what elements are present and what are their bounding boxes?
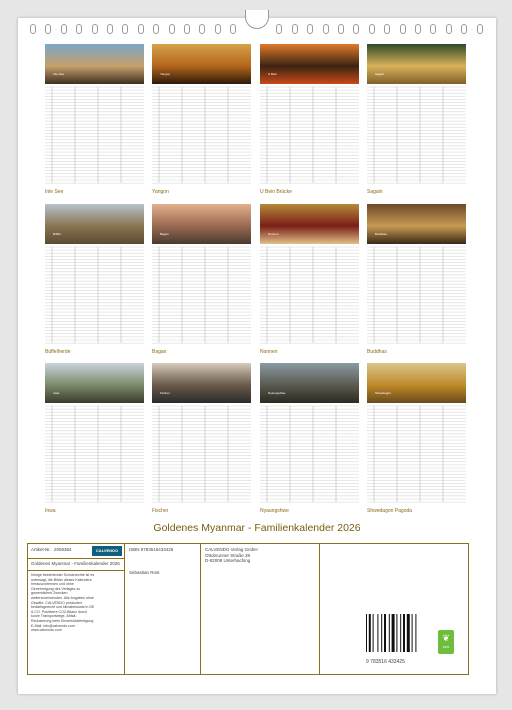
short-title: Goldenes Myanmar - Familienkalender 2026	[31, 561, 120, 566]
photo-caption: Bagan	[160, 232, 169, 236]
binding-ring	[276, 24, 282, 34]
photo-caption: Inwa	[53, 391, 60, 395]
divider	[28, 558, 124, 559]
binding-ring	[415, 24, 421, 34]
photo-caption: Büffel	[53, 232, 61, 236]
binding-ring	[369, 24, 375, 34]
publisher-city: D-82008 Unterhaching	[205, 558, 251, 563]
photo-caption: Yangon	[160, 72, 171, 76]
month-day-grid	[260, 86, 359, 186]
photo-caption: Inle-See	[53, 72, 65, 76]
barcode	[366, 614, 424, 652]
month-day-grid	[152, 405, 251, 505]
binding-ring	[477, 24, 483, 34]
month-photo	[260, 44, 359, 84]
month-photo	[45, 204, 144, 244]
month-day-grid	[367, 246, 466, 346]
month-label: Buddhas	[367, 349, 387, 355]
info-column-publisher	[201, 544, 320, 674]
barcode-number: 9 783516 433425	[366, 659, 405, 665]
photo-caption: Buddhas	[375, 232, 387, 236]
calvendo-logo: CALVENDO	[92, 546, 122, 556]
month-photo	[152, 44, 251, 84]
month-label: Sagain	[367, 189, 383, 195]
author: Sebastian Rost	[129, 570, 160, 575]
photo-caption: U Bein	[268, 72, 278, 76]
month-photo	[367, 363, 466, 403]
binding-ring	[45, 24, 51, 34]
month-photo	[260, 204, 359, 244]
binding-ring	[353, 24, 359, 34]
calendar-title: Goldenes Myanmar - Familienkalender 2026	[153, 522, 361, 534]
leaf-icon: ❦	[442, 633, 450, 643]
month-label: Nyaungshwe	[260, 508, 289, 514]
month-label: Yangon	[152, 189, 169, 195]
eco-badge	[438, 630, 454, 654]
binding-ring	[30, 24, 36, 34]
binding-ring	[76, 24, 82, 34]
binding-ring	[122, 24, 128, 34]
month-label: Inle See	[45, 189, 64, 195]
month-day-grid	[152, 86, 251, 186]
binding-ring	[92, 24, 98, 34]
binding-ring	[107, 24, 113, 34]
binding-ring	[169, 24, 175, 34]
photo-caption: Nyaungshwe	[268, 391, 286, 395]
month-photo	[45, 363, 144, 403]
info-column-barcode	[320, 544, 468, 674]
binding-ring	[61, 24, 67, 34]
month-photo	[45, 44, 144, 84]
isbn: ISBN 9783516433425	[129, 547, 174, 552]
month-label: Büffelherde	[45, 349, 71, 355]
binding-ring	[446, 24, 452, 34]
legal-text: Infolge bestehender Schutzrechte ist es untersagt, die Bilder dieses Kalenders herauszutrennen und ohne Genehmigung des Verlages zu gewerblichen Zwecken weiterzuverwenden. Alle Angaben ohne Gewähr. CALVENDO produziert bedarfsgerecht und klimabewusst in DE & CO. Positivere CO2-Bilanz durch kurze Transportwege, Abfall-Reduzierung beim Einzelstückfertigung E-Mail: info@calvendo.com · www.calvendo.com	[31, 573, 95, 633]
binding-ring	[400, 24, 406, 34]
binding-ring	[384, 24, 390, 34]
month-photo	[367, 204, 466, 244]
info-column-left	[28, 544, 125, 674]
month-label: Shwedagon Pagoda	[367, 508, 413, 514]
info-column-isbn	[125, 544, 201, 674]
binding-ring	[461, 24, 467, 34]
photo-caption: Sagain	[375, 72, 385, 76]
month-day-grid	[152, 246, 251, 346]
binding-ring	[430, 24, 436, 34]
month-label: Fischer	[152, 508, 169, 514]
month-day-grid	[260, 405, 359, 505]
divider	[28, 570, 124, 571]
month-day-grid	[45, 86, 144, 186]
photo-caption: Fischer	[160, 391, 170, 395]
month-label: U Bein Brücke	[260, 189, 292, 195]
binding-ring	[292, 24, 298, 34]
month-day-grid	[45, 405, 144, 505]
photo-caption: Nonnen	[268, 232, 279, 236]
binding-ring	[323, 24, 329, 34]
binding-ring	[199, 24, 205, 34]
binding-ring	[184, 24, 190, 34]
photo-caption: Shwedagon	[375, 391, 391, 395]
publisher-name: CALVENDO Verlag GmbH	[205, 547, 258, 552]
month-day-grid	[260, 246, 359, 346]
info-box	[27, 543, 469, 675]
month-photo	[152, 363, 251, 403]
publisher-street: Ottobrunner Straße 39	[205, 552, 251, 558]
month-photo	[260, 363, 359, 403]
binding-ring	[230, 24, 236, 34]
binding-ring	[138, 24, 144, 34]
binding-ring	[215, 24, 221, 34]
month-label: Bagan	[152, 349, 167, 355]
month-photo	[367, 44, 466, 84]
eco-label: eco	[442, 644, 450, 649]
article-number: 2059384	[54, 547, 72, 552]
month-photo	[152, 204, 251, 244]
article-label: Artikel-Nr.	[31, 547, 51, 552]
month-label: Nonnen	[260, 349, 278, 355]
month-day-grid	[45, 246, 144, 346]
binding-ring	[153, 24, 159, 34]
binding-ring	[338, 24, 344, 34]
month-day-grid	[367, 405, 466, 505]
month-day-grid	[367, 86, 466, 186]
binding-ring	[307, 24, 313, 34]
month-label: Inwa	[45, 508, 56, 514]
